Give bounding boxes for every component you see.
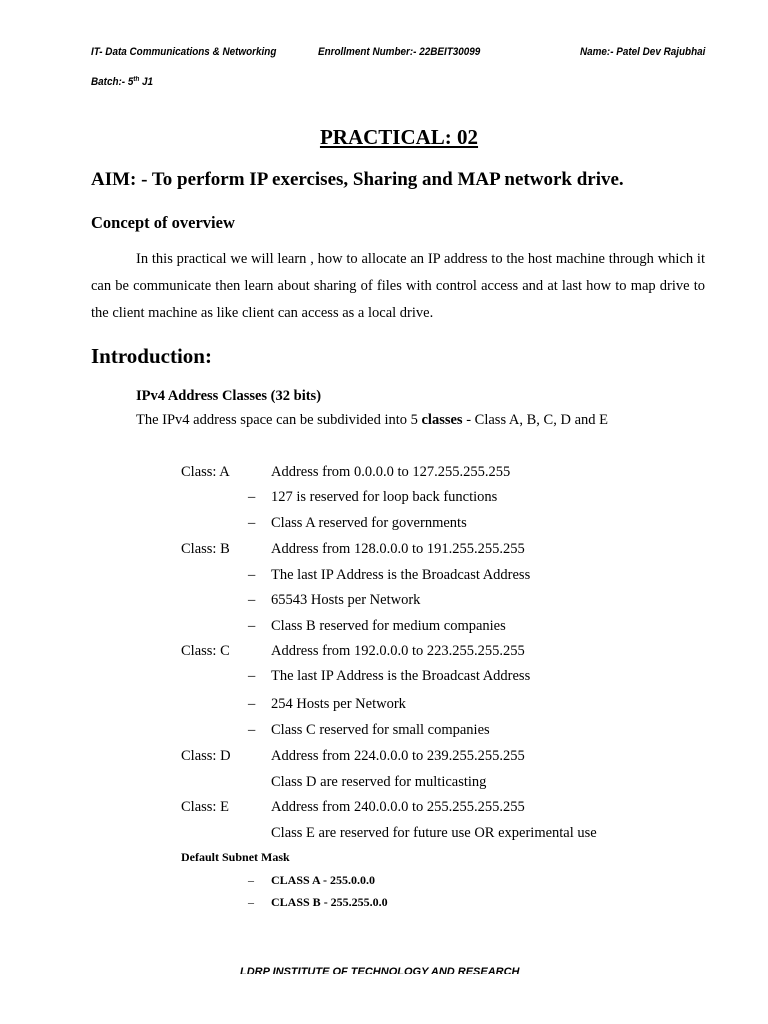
class-row <box>0 515 768 537</box>
class-text: Class A reserved for governments <box>271 515 467 531</box>
page-footer <box>0 966 768 974</box>
class-row <box>0 696 768 718</box>
class-row <box>0 643 768 665</box>
class-row <box>0 618 768 640</box>
bullet-dash: – <box>248 618 256 634</box>
ipv4-description <box>136 412 608 429</box>
class-row <box>0 567 768 589</box>
header-batch <box>91 76 153 88</box>
class-text: 65543 Hosts per Network <box>271 592 421 608</box>
class-label: Class: E <box>181 799 229 815</box>
class-text: 254 Hosts per Network <box>271 696 406 712</box>
batch-suffix: J1 <box>139 76 154 88</box>
class-label: Class: B <box>181 541 230 557</box>
class-text: Address from 192.0.0.0 to 223.255.255.255 <box>271 643 525 659</box>
footer-text: LDRP INSTITUTE OF TECHNOLOGY AND RESEARCH <box>240 966 520 974</box>
concept-heading: Concept of overview <box>91 213 235 232</box>
class-text: Address from 0.0.0.0 to 127.255.255.255 <box>271 464 511 480</box>
class-text: Address from 128.0.0.0 to 191.255.255.255 <box>271 541 525 557</box>
bullet-dash: – <box>248 696 256 712</box>
class-text: Address from 240.0.0.0 to 255.255.255.255 <box>271 799 525 815</box>
class-row <box>0 774 768 796</box>
batch-superscript: th <box>133 76 140 83</box>
class-text: Class B reserved for medium companies <box>271 618 506 634</box>
class-row <box>0 464 768 486</box>
bullet-dash: – <box>248 722 256 738</box>
header-name: Name:- Patel Dev Rajubhai <box>579 46 705 58</box>
bullet-dash: – <box>248 489 256 505</box>
class-row <box>0 799 768 821</box>
class-text: The last IP Address is the Broadcast Address <box>271 668 531 684</box>
class-label: Class: D <box>181 748 231 764</box>
page-title: PRACTICAL: 02 <box>319 125 479 149</box>
class-row <box>0 825 768 847</box>
ipv4-text-bold: classes <box>421 412 463 428</box>
batch-prefix: Batch:- 5 <box>91 76 134 88</box>
class-text: Address from 224.0.0.0 to 239.255.255.255 <box>271 748 525 764</box>
class-row <box>0 722 768 744</box>
header-enrollment: Enrollment Number:- 22BEIT30099 <box>318 46 481 58</box>
ipv4-text-start: The IPv4 address space can be subdivided into 5 <box>136 412 422 428</box>
bullet-dash: – <box>248 515 256 531</box>
class-row <box>0 541 768 563</box>
bullet-dash: – <box>248 567 256 583</box>
bullet-dash: – <box>248 668 256 684</box>
ipv4-heading: IPv4 Address Classes (32 bits) <box>136 388 322 404</box>
subnet-text: CLASS B - 255.255.0.0 <box>271 895 388 909</box>
class-text: Class C reserved for small companies <box>271 722 490 738</box>
bullet-dash: – <box>248 592 256 608</box>
concept-paragraph: In this practical we will learn , how to allocate an IP address to the host machine through which it can be communicate then learn about sharing of files with control access and at last how to map drive to the client machine as like client can access as a local drive. <box>91 251 705 321</box>
aim-heading: AIM: - To perform IP exercises, Sharing and MAP network drive. <box>91 169 624 190</box>
class-text: The last IP Address is the Broadcast Address <box>271 567 531 583</box>
header-subject: IT- Data Communications & Networking <box>91 46 277 58</box>
bullet-dash: – <box>248 873 254 887</box>
class-row <box>0 489 768 511</box>
class-label: Class: C <box>181 643 230 659</box>
bullet-dash: – <box>248 895 254 909</box>
class-text: 127 is reserved for loop back functions <box>271 489 498 505</box>
class-text: Class D are reserved for multicasting <box>271 774 487 790</box>
class-row <box>0 592 768 614</box>
subnet-mask-heading: Default Subnet Mask <box>181 850 290 864</box>
class-text: Class E are reserved for future use OR experimental use <box>271 825 597 841</box>
class-row <box>0 668 768 690</box>
introduction-heading: Introduction: <box>91 344 212 368</box>
subnet-text: CLASS A - 255.0.0.0 <box>271 873 376 887</box>
class-label: Class: A <box>181 464 230 480</box>
ipv4-text-end: - Class A, B, C, D and E <box>462 412 608 428</box>
class-row <box>0 748 768 770</box>
